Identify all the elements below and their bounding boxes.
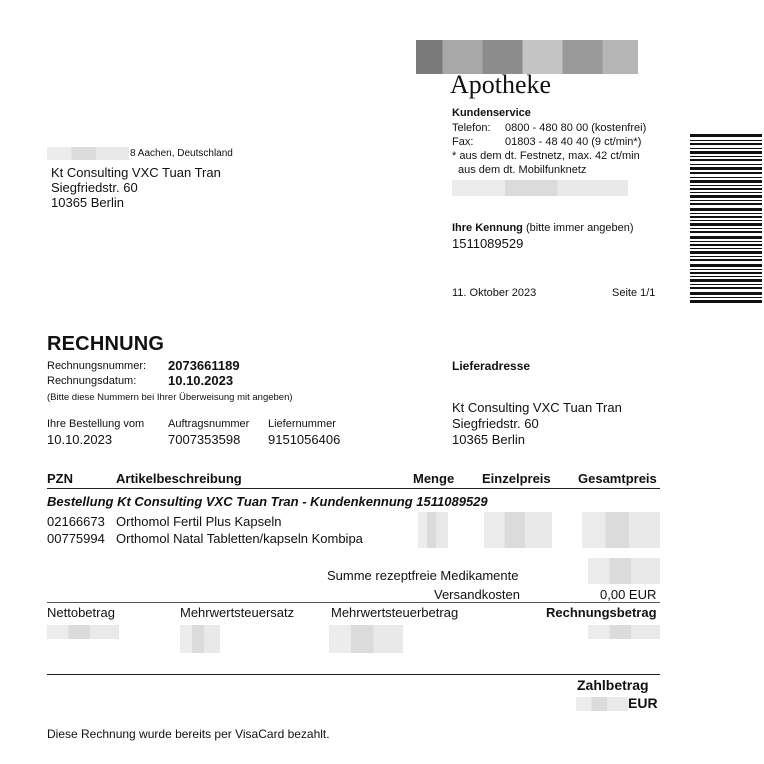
page-number: Seite 1/1 [612, 287, 656, 299]
invoice-date-value: 10.10.2023 [168, 373, 234, 388]
payment-currency: EUR [628, 695, 658, 711]
otc-total-label: Summe rezeptfreie Medikamente [327, 568, 519, 583]
delivery-address-street: Siegfriedstr. 60 [452, 416, 539, 431]
invoice-number-value: 2073661189 [168, 358, 240, 373]
delivery-number-value: 9151056406 [268, 432, 341, 447]
vat-amount-label: Mehrwertsteuerbetrag [331, 605, 459, 620]
customer-id-label-line [452, 222, 634, 235]
redacted-otc-total [588, 558, 660, 584]
delivery-address-name: Kt Consulting VXC Tuan Tran [452, 400, 622, 415]
job-number-label: Auftragsnummer [168, 418, 250, 430]
row-description: Orthomol Fertil Plus Kapseln [116, 514, 282, 529]
redacted-total-prices [582, 512, 660, 548]
redacted-unit-prices [484, 512, 552, 548]
redacted-quantities [418, 512, 448, 548]
recipient-street: Siegfriedstr. 60 [51, 180, 138, 195]
order-date-label: Ihre Bestellung vom [47, 418, 145, 430]
order-group-title: Bestellung Kt Consulting VXC Tuan Tran - Kundenkennung 1511089529 [47, 494, 488, 509]
summary-rule [47, 602, 660, 603]
row-pzn: 00775994 [47, 531, 105, 546]
invoice-number-label: Rechnungsnummer: [47, 360, 147, 372]
brand-name: Apotheke [450, 70, 552, 99]
customer-id-value: 1511089529 [452, 236, 524, 251]
customer-id-label: Ihre Kennung [452, 222, 523, 234]
redacted-invoice-total [588, 625, 660, 639]
col-total-price: Gesamtpreis [578, 471, 657, 486]
payment-rule [47, 674, 660, 675]
delivery-address-city: 10365 Berlin [452, 432, 525, 447]
delivery-number-label: Liefernummer [268, 418, 336, 430]
recipient-name: Kt Consulting VXC Tuan Tran [51, 165, 221, 180]
customer-service-title: Kundenservice [452, 107, 531, 119]
payment-label: Zahlbetrag [577, 677, 649, 693]
redacted-service-line [452, 180, 628, 196]
redacted-logo [416, 40, 638, 74]
service-note-2: aus dem dt. Mobilfunknetz [458, 164, 587, 176]
invoice-title: RECHNUNG [47, 333, 165, 355]
phone-value: 0800 - 480 80 00 (kostenfrei) [505, 122, 647, 134]
net-amount-label: Nettobetrag [47, 605, 115, 620]
redacted-net-amount [47, 625, 119, 639]
invoice-total-label: Rechnungsbetrag [546, 605, 657, 620]
fax-label: Fax: [452, 136, 474, 148]
invoice-note: (Bitte diese Nummern bei Ihrer Überweisung mit angeben) [47, 392, 293, 403]
invoice-date-label: Rechnungsdatum: [47, 375, 137, 387]
col-pzn: PZN [47, 471, 73, 486]
table-header-rule [47, 488, 660, 489]
redacted-vat-rate [180, 625, 220, 653]
phone-label: Telefon: [452, 122, 491, 134]
order-date-value: 10.10.2023 [47, 432, 113, 447]
barcode [690, 134, 762, 304]
job-number-value: 7007353598 [168, 432, 241, 447]
payment-footer: Diese Rechnung wurde bereits per VisaCard bezahlt. [47, 727, 330, 741]
fax-value: 01803 - 48 40 40 (9 ct/min*) [505, 136, 642, 148]
redacted-sender-name [47, 147, 129, 160]
redacted-payment-amount [576, 697, 628, 711]
recipient-city: 10365 Berlin [51, 195, 124, 210]
vat-rate-label: Mehrwertsteuersatz [180, 605, 295, 620]
service-note-1: * aus dem dt. Festnetz, max. 42 ct/min [452, 150, 640, 162]
shipping-label: Versandkosten [434, 587, 521, 602]
sender-line: 8 Aachen, Deutschland [130, 148, 233, 159]
shipping-value: 0,00 EUR [600, 587, 657, 602]
letter-date: 11. Oktober 2023 [452, 287, 537, 299]
col-unit-price: Einzelpreis [482, 471, 551, 486]
col-description: Artikelbeschreibung [116, 471, 242, 486]
redacted-vat-amount [329, 625, 403, 653]
row-description: Orthomol Natal Tabletten/kapseln Kombipa [116, 531, 363, 546]
delivery-address-title: Lieferadresse [452, 359, 531, 373]
customer-id-hint: (bitte immer angeben) [522, 222, 634, 234]
row-pzn: 02166673 [47, 514, 105, 529]
col-quantity: Menge [413, 471, 455, 486]
